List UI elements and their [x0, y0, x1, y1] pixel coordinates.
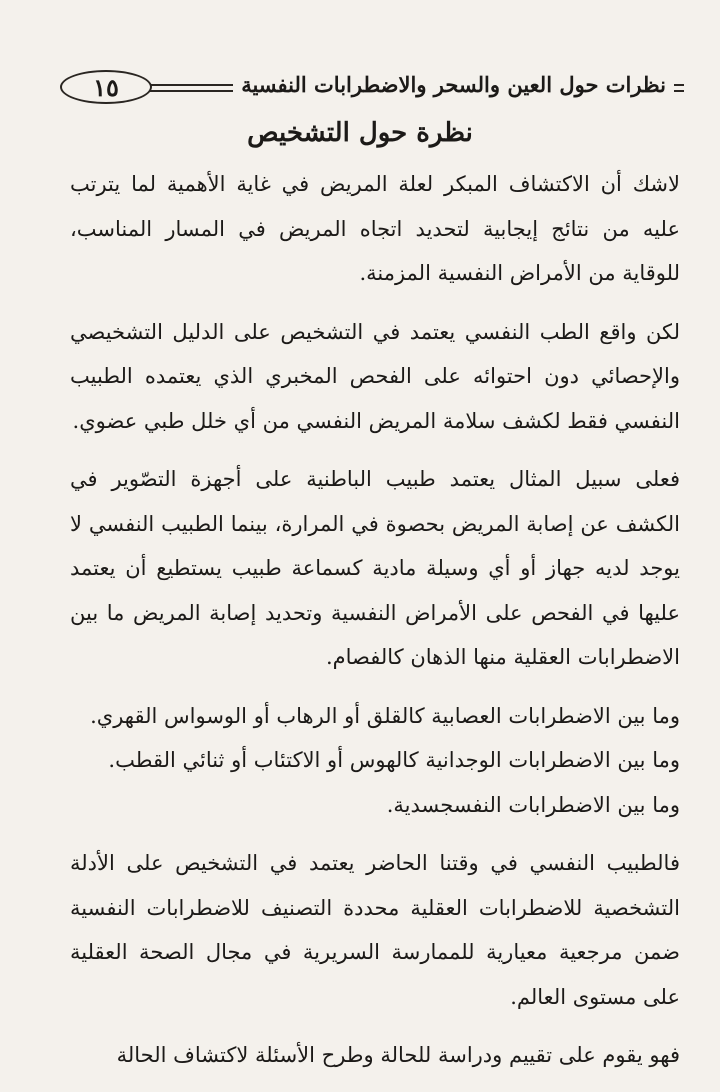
- paragraph: فعلى سبيل المثال يعتمد طبيب الباطنية على أجهزة التصّوير في الكشف عن إصابة المريض بحصوة في المرارة، بينما الطبيب النفسي لا يوجد لديه جهاز أو أي وسيلة مادية كسماعة طبيب يستطيع أن يعتمد عليها في الفحص على الأمراض النفسية وتحديد إصابة المريض ما بين الاضطرابات العقلية منها الذهان كالفصام.: [70, 467, 680, 669]
- book-title: نظرات حول العين والسحر والاضطرابات النفسية: [233, 72, 674, 97]
- running-header: [60, 72, 684, 118]
- paragraph: لكن واقع الطب النفسي يعتمد في التشخيص على الدليل التشخيصي والإحصائي دون احتوائه على الفحص المخبري الذي يعتمده الطبيب النفسي فقط لكشف سلامة المريض النفسي من أي خلل طبي عضوي.: [70, 319, 680, 433]
- list-item: وما بين الاضطرابات الوجدانية كالهوس أو الاكتئاب أو ثنائي القطب.: [108, 748, 680, 772]
- paragraph: فالطبيب النفسي في وقتنا الحاضر يعتمد في التشخيص على الأدلة التشخصية للاضطرابات العقلية محددة التصنيف للاضطرابات النفسية ضمن مرجعية معيارية للممارسة السريرية في مجال الصحة العقلية على مستوى العالم.: [70, 851, 680, 1009]
- list-item: وما بين الاضطرابات النفسجسدية.: [386, 792, 680, 817]
- disorder-list: [70, 694, 680, 828]
- paragraph: فهو يقوم على تقييم ودراسة للحالة وطرح الأسئلة لاكتشاف الحالة: [116, 1043, 680, 1067]
- paragraph: لاشك أن الاكتشاف المبكر لعلة المريض في غاية الأهمية لما يترتب عليه من نتائج إيجابية لتحديد اتجاه المريض في المسار المناسب، للوقاية من الأمراض النفسية المزمنة.: [70, 172, 681, 285]
- page-number: ١٥: [60, 70, 152, 104]
- body-text: [70, 162, 680, 1092]
- list-item: وما بين الاضطرابات العصابية كالقلق أو الرهاب أو الوسواس القهري.: [90, 703, 680, 728]
- section-heading: نظرة حول التشخيص: [247, 118, 473, 148]
